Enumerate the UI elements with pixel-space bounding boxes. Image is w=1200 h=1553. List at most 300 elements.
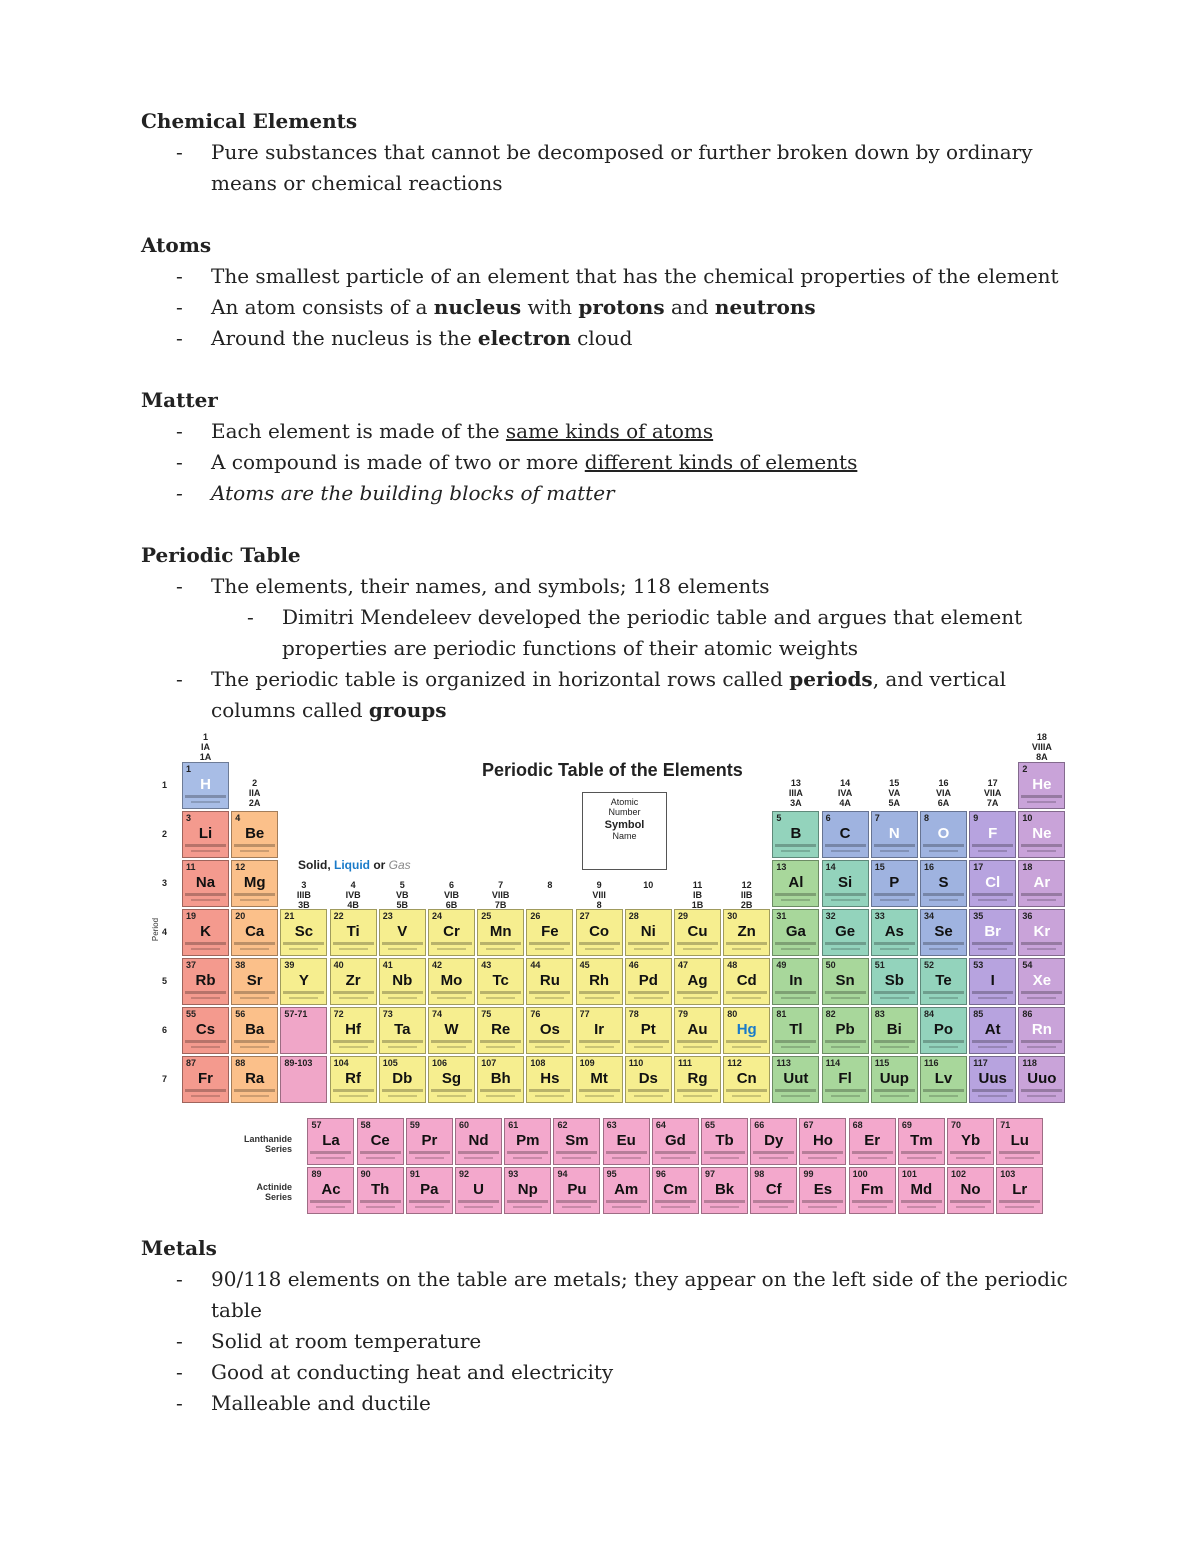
element-symbol: Ca xyxy=(245,923,265,940)
atomic-number: 84 xyxy=(924,1009,935,1019)
atomic-number: 40 xyxy=(333,960,344,970)
atomic-number: 53 xyxy=(973,960,984,970)
element-cell-w xyxy=(428,1007,475,1054)
element-cell-f xyxy=(969,811,1016,858)
element-symbol: Fm xyxy=(860,1181,884,1198)
element-cell-na xyxy=(182,860,229,907)
element-detail-text xyxy=(808,1206,837,1208)
element-cell-bk xyxy=(701,1167,748,1214)
element-detail-text xyxy=(585,1046,614,1048)
element-name-text xyxy=(333,1089,374,1092)
element-cell-cd xyxy=(723,958,770,1005)
element-detail-text xyxy=(535,948,564,950)
element-cell-cl xyxy=(969,860,1016,907)
atomic-number: 28 xyxy=(628,911,639,921)
element-symbol: Be xyxy=(245,825,265,842)
element-symbol: Bh xyxy=(490,1070,511,1087)
atomic-number: 90 xyxy=(360,1169,371,1179)
atomic-number: 85 xyxy=(973,1009,984,1019)
atomic-number: 71 xyxy=(1000,1120,1011,1130)
element-cell-cn xyxy=(723,1056,770,1103)
element-name-text xyxy=(874,942,915,945)
atomic-number: 41 xyxy=(382,960,393,970)
atomic-number: 20 xyxy=(235,911,246,921)
atomic-number: 26 xyxy=(530,911,541,921)
group-label: 4 IVB 4B xyxy=(345,880,361,910)
element-detail-text xyxy=(191,899,220,901)
element-name-text xyxy=(507,1151,548,1154)
underlined-term: different kinds of elements xyxy=(584,450,858,474)
sub-bullet-item: - Dimitri Mendeleev developed the periodic table and argues that element properties are periodic functions of their atomic weights xyxy=(141,602,1071,664)
atomic-number: 64 xyxy=(655,1120,666,1130)
bullet-item: - 90/118 elements on the table are metals; they appear on the left side of the periodic table xyxy=(141,1264,1071,1326)
atomic-number: 23 xyxy=(382,911,393,921)
element-symbol: Se xyxy=(934,923,953,940)
element-name-text xyxy=(409,1200,450,1203)
element-detail-text xyxy=(240,1046,269,1048)
element-symbol: Te xyxy=(935,972,952,989)
element-cell-bi xyxy=(871,1007,918,1054)
text-run: An atom consists of a xyxy=(211,295,434,319)
element-symbol: Ni xyxy=(640,923,656,940)
element-symbol: Es xyxy=(813,1181,833,1198)
atomic-number: 51 xyxy=(874,960,885,970)
element-symbol: Zn xyxy=(737,923,756,940)
element-symbol: Sr xyxy=(246,972,263,989)
element-cell-be xyxy=(231,811,278,858)
element-detail-text xyxy=(781,997,810,999)
element-symbol: Cm xyxy=(663,1181,688,1198)
element-symbol: N xyxy=(888,825,900,842)
bullet-item-italic: - Atoms are the building blocks of matter xyxy=(141,478,1071,509)
element-detail-text xyxy=(415,1206,444,1208)
period-label: 1 xyxy=(162,780,168,790)
element-symbol: Sg xyxy=(441,1070,462,1087)
element-symbol: Cs xyxy=(195,1021,216,1038)
element-cell-pu xyxy=(553,1167,600,1214)
key-name-label: Name xyxy=(612,831,637,841)
element-name-text xyxy=(234,893,275,896)
element-detail-text xyxy=(464,1157,493,1159)
element-symbol: O xyxy=(937,825,950,842)
element-symbol: Ag xyxy=(687,972,708,989)
atomic-number: 36 xyxy=(1022,911,1033,921)
element-detail-text xyxy=(366,1206,395,1208)
bullet-item xyxy=(141,664,1071,726)
atomic-number: 6 xyxy=(825,813,831,823)
heading-atoms: Atoms xyxy=(141,233,212,257)
element-cell-tc xyxy=(477,958,524,1005)
element-name-text xyxy=(950,1200,991,1203)
element-name-text xyxy=(775,1089,816,1092)
element-cell-k xyxy=(182,909,229,956)
element-cell-as xyxy=(871,909,918,956)
atomic-number: 66 xyxy=(754,1120,765,1130)
element-symbol: K xyxy=(200,923,211,940)
element-cell-mo xyxy=(428,958,475,1005)
element-name-text xyxy=(283,942,324,945)
element-cell-ho xyxy=(799,1118,846,1165)
group-label: 2 IIA 2A xyxy=(248,778,261,808)
atomic-number: 32 xyxy=(825,911,836,921)
element-symbol: Lr xyxy=(1012,1181,1028,1198)
element-detail-text xyxy=(661,1206,690,1208)
element-detail-text xyxy=(781,850,810,852)
element-detail-text xyxy=(1027,1095,1056,1097)
element-name-text xyxy=(972,942,1013,945)
element-symbol: Xe xyxy=(1032,972,1052,989)
group-label: 8 xyxy=(547,880,553,890)
element-detail-text xyxy=(683,1046,712,1048)
element-cell-at xyxy=(969,1007,1016,1054)
atomic-number: 43 xyxy=(481,960,492,970)
atomic-number: 33 xyxy=(874,911,885,921)
atomic-number: 99 xyxy=(803,1169,814,1179)
element-symbol: Sb xyxy=(884,972,904,989)
element-detail-text xyxy=(781,1046,810,1048)
atomic-number: 62 xyxy=(557,1120,568,1130)
element-cell-sn xyxy=(822,958,869,1005)
atomic-number: 97 xyxy=(705,1169,716,1179)
element-name-text xyxy=(529,942,570,945)
atomic-number: 88 xyxy=(235,1058,246,1068)
atomic-number: 45 xyxy=(579,960,590,970)
element-symbol: Lu xyxy=(1010,1132,1029,1149)
element-detail-text xyxy=(956,1157,985,1159)
element-name-text xyxy=(579,1089,620,1092)
element-cell-uup xyxy=(871,1056,918,1103)
atomic-number: 89 xyxy=(311,1169,322,1179)
element-symbol: Cf xyxy=(765,1181,782,1198)
element-symbol: Sc xyxy=(294,923,314,940)
atomic-number: 12 xyxy=(235,862,246,872)
atomic-number: 11 xyxy=(186,862,196,872)
element-symbol: Sm xyxy=(565,1132,589,1149)
element-symbol: Na xyxy=(195,874,216,891)
element-cell-sc xyxy=(280,909,327,956)
atomic-number: 46 xyxy=(628,960,639,970)
element-cell-cs xyxy=(182,1007,229,1054)
group-label: 12 IIB 2B xyxy=(740,880,753,910)
element-symbol: Rh xyxy=(589,972,610,989)
group-label: 11 IB 1B xyxy=(691,880,704,910)
element-detail-text xyxy=(191,948,220,950)
atomic-number: 104 xyxy=(333,1058,349,1068)
atomic-number: 49 xyxy=(776,960,787,970)
period-axis-label: Period xyxy=(151,917,161,942)
bullet-item xyxy=(141,416,1071,447)
element-symbol: Yb xyxy=(960,1132,981,1149)
element-symbol: At xyxy=(984,1021,1001,1038)
element-name-text xyxy=(185,942,226,945)
document-body xyxy=(141,106,1071,726)
element-symbol: Mo xyxy=(440,972,463,989)
atomic-number: 55 xyxy=(186,1009,197,1019)
element-detail-text xyxy=(486,1095,515,1097)
element-cell-mt xyxy=(576,1056,623,1103)
element-detail-text xyxy=(1027,1046,1056,1048)
element-name-text xyxy=(999,1200,1040,1203)
atomic-number: 2 xyxy=(1022,764,1028,774)
element-detail-text xyxy=(486,1046,515,1048)
atomic-number: 98 xyxy=(754,1169,765,1179)
group-label: 1 IA 1A xyxy=(199,732,212,762)
element-name-text xyxy=(775,844,816,847)
element-detail-text xyxy=(858,1206,887,1208)
element-symbol: Nd xyxy=(468,1132,489,1149)
element-symbol: Db xyxy=(392,1070,413,1087)
atomic-number: 18 xyxy=(1022,862,1033,872)
atomic-number: 107 xyxy=(481,1058,497,1068)
state-solid: Solid, xyxy=(298,858,334,872)
element-detail-text xyxy=(388,997,417,999)
atomic-number: 27 xyxy=(579,911,590,921)
element-name-text xyxy=(775,942,816,945)
atomic-number: 94 xyxy=(557,1169,568,1179)
text-run: A compound is made of two or more xyxy=(211,450,585,474)
element-symbol: Rb xyxy=(195,972,216,989)
element-name-text xyxy=(972,844,1013,847)
element-detail-text xyxy=(366,1157,395,1159)
element-name-text xyxy=(655,1200,696,1203)
bullet-item xyxy=(141,447,1071,478)
element-cell-hg xyxy=(723,1007,770,1054)
element-detail-text xyxy=(289,997,318,999)
atomic-number: 42 xyxy=(432,960,443,970)
element-name-text xyxy=(923,893,964,896)
element-detail-text xyxy=(464,1206,493,1208)
element-detail-text xyxy=(1027,899,1056,901)
element-name-text xyxy=(628,1040,669,1043)
element-detail-text xyxy=(759,1206,788,1208)
element-name-text xyxy=(677,991,718,994)
atomic-number: 30 xyxy=(727,911,738,921)
element-name-text xyxy=(234,991,275,994)
atomic-number: 81 xyxy=(776,1009,787,1019)
element-name-text xyxy=(972,1040,1013,1043)
element-symbol: Y xyxy=(298,972,309,989)
element-detail-text xyxy=(612,1206,641,1208)
element-name-text xyxy=(234,942,275,945)
element-name-text xyxy=(726,991,767,994)
element-detail-text xyxy=(486,997,515,999)
element-cell xyxy=(280,1056,327,1103)
atomic-number: 96 xyxy=(655,1169,666,1179)
element-symbol: Tc xyxy=(492,972,509,989)
element-cell-ga xyxy=(772,909,819,956)
element-cell-uuo xyxy=(1018,1056,1065,1103)
element-detail-text xyxy=(388,1095,417,1097)
element-detail-text xyxy=(929,948,958,950)
element-detail-text xyxy=(732,1095,761,1097)
atomic-number: 21 xyxy=(284,911,295,921)
element-detail-text xyxy=(907,1206,936,1208)
group-label: 5 VB 5B xyxy=(396,880,409,910)
element-cell-cr xyxy=(428,909,475,956)
element-name-text xyxy=(234,1089,275,1092)
element-cell-lr xyxy=(996,1167,1043,1214)
element-detail-text xyxy=(191,997,220,999)
element-detail-text xyxy=(732,997,761,999)
element-symbol: Po xyxy=(933,1021,954,1038)
element-cell-ac xyxy=(307,1167,354,1214)
element-cell-no xyxy=(947,1167,994,1214)
element-detail-text xyxy=(1005,1206,1034,1208)
bullet-item: - The elements, their names, and symbols; 118 elements xyxy=(141,571,1071,602)
atomic-number: 34 xyxy=(924,911,935,921)
element-detail-text xyxy=(781,948,810,950)
element-detail-text xyxy=(562,1157,591,1159)
atomic-number: 60 xyxy=(459,1120,470,1130)
group-label: 10 xyxy=(643,880,654,890)
element-symbol: Ac xyxy=(321,1181,341,1198)
element-detail-text xyxy=(1027,948,1056,950)
element-symbol: Co xyxy=(589,923,610,940)
element-symbol: C xyxy=(839,825,851,842)
element-detail-text xyxy=(535,1095,564,1097)
element-cell-uut xyxy=(772,1056,819,1103)
element-symbol: Er xyxy=(864,1132,881,1149)
element-name-text xyxy=(874,1089,915,1092)
element-name-text xyxy=(972,1089,1013,1092)
element-detail-text xyxy=(880,899,909,901)
element-name-text xyxy=(431,1040,472,1043)
element-name-text xyxy=(802,1200,843,1203)
atomic-number: 10 xyxy=(1022,813,1033,823)
element-detail-text xyxy=(808,1157,837,1159)
element-name-text xyxy=(480,991,521,994)
element-symbol: Th xyxy=(370,1181,390,1198)
atomic-number: 82 xyxy=(825,1009,836,1019)
state-liquid: Liquid xyxy=(334,858,370,872)
element-symbol: No xyxy=(960,1181,981,1198)
state-gas: Gas xyxy=(388,858,411,872)
element-detail-text xyxy=(732,948,761,950)
element-name-text xyxy=(874,1040,915,1043)
element-name-text xyxy=(901,1200,942,1203)
element-cell-cf xyxy=(750,1167,797,1214)
element-detail-text xyxy=(437,997,466,999)
atomic-number: 25 xyxy=(481,911,492,921)
element-detail-text xyxy=(240,948,269,950)
element-detail-text xyxy=(585,1095,614,1097)
element-cell-ru xyxy=(526,958,573,1005)
element-name-text xyxy=(704,1151,745,1154)
element-symbol: Re xyxy=(491,1021,511,1038)
element-cell-o xyxy=(920,811,967,858)
element-name-text xyxy=(874,991,915,994)
element-detail-text xyxy=(562,1206,591,1208)
atomic-number: 113 xyxy=(776,1058,791,1068)
element-symbol: Ra xyxy=(245,1070,265,1087)
element-symbol: Br xyxy=(984,923,1002,940)
element-detail-text xyxy=(1005,1157,1034,1159)
element-name-text xyxy=(923,1089,964,1092)
element-name-text xyxy=(704,1200,745,1203)
element-symbol: Tl xyxy=(789,1021,803,1038)
lanthanide-series-label: Lanthanide Series xyxy=(243,1134,292,1154)
element-name-text xyxy=(775,991,816,994)
element-cell-tl xyxy=(772,1007,819,1054)
atomic-number: 57 xyxy=(311,1120,322,1130)
element-name-text xyxy=(1021,942,1062,945)
element-detail-text xyxy=(978,899,1007,901)
atomic-number: 87 xyxy=(186,1058,197,1068)
atomic-number: 31 xyxy=(776,911,787,921)
element-symbol: Cu xyxy=(687,923,708,940)
element-name-text xyxy=(185,844,226,847)
element-detail-text xyxy=(831,997,860,999)
atomic-number: 9 xyxy=(973,813,979,823)
atomic-number: 116 xyxy=(924,1058,939,1068)
element-detail-text xyxy=(978,1095,1007,1097)
element-detail-text xyxy=(683,948,712,950)
key-atomic-label: Atomic xyxy=(610,797,639,807)
element-cell-kr xyxy=(1018,909,1065,956)
atomic-number: 44 xyxy=(530,960,541,970)
element-name-text xyxy=(507,1200,548,1203)
element-name-text xyxy=(825,1040,866,1043)
element-detail-text xyxy=(437,1046,466,1048)
element-detail-text xyxy=(612,1157,641,1159)
actinide-series-label: Actinide Series xyxy=(256,1182,292,1202)
element-detail-text xyxy=(907,1157,936,1159)
element-symbol: F xyxy=(988,825,998,842)
atomic-number: 106 xyxy=(432,1058,448,1068)
element-name-text xyxy=(1021,991,1062,994)
element-detail-text xyxy=(634,997,663,999)
element-detail-text xyxy=(759,1157,788,1159)
atomic-number: 35 xyxy=(973,911,984,921)
atomic-number: 47 xyxy=(678,960,689,970)
element-name-text xyxy=(999,1151,1040,1154)
element-detail-text xyxy=(880,1095,909,1097)
element-name-text xyxy=(628,991,669,994)
atomic-number: 68 xyxy=(852,1120,863,1130)
atomic-number: 50 xyxy=(825,960,836,970)
atomic-number: 16 xyxy=(924,862,935,872)
element-cell-eu xyxy=(603,1118,650,1165)
element-detail-text xyxy=(388,1046,417,1048)
element-name-text xyxy=(923,942,964,945)
atomic-number: 59 xyxy=(409,1120,420,1130)
text-run: , and vertical columns called xyxy=(211,667,1007,722)
document-body-lower xyxy=(141,1233,1071,1450)
element-name-text xyxy=(923,991,964,994)
element-symbol: Ga xyxy=(785,923,806,940)
atomic-number: 58 xyxy=(360,1120,371,1130)
element-symbol: V xyxy=(397,923,408,940)
element-cell-fr xyxy=(182,1056,229,1103)
element-name-text xyxy=(382,1089,423,1092)
element-symbol: Zr xyxy=(345,972,361,989)
element-cell-sr xyxy=(231,958,278,1005)
element-name-text xyxy=(579,991,620,994)
element-detail-text xyxy=(585,948,614,950)
element-detail-text xyxy=(710,1206,739,1208)
element-detail-text xyxy=(339,997,368,999)
period-label: 5 xyxy=(162,976,168,986)
element-name-text xyxy=(360,1151,401,1154)
element-cell-bh xyxy=(477,1056,524,1103)
element-detail-text xyxy=(1027,801,1056,803)
element-detail-text xyxy=(978,948,1007,950)
element-cell-lv xyxy=(920,1056,967,1103)
element-name-text xyxy=(480,1040,521,1043)
periodic-table-figure xyxy=(140,730,1070,1220)
element-symbol: La xyxy=(322,1132,340,1149)
element-cell-v xyxy=(379,909,426,956)
